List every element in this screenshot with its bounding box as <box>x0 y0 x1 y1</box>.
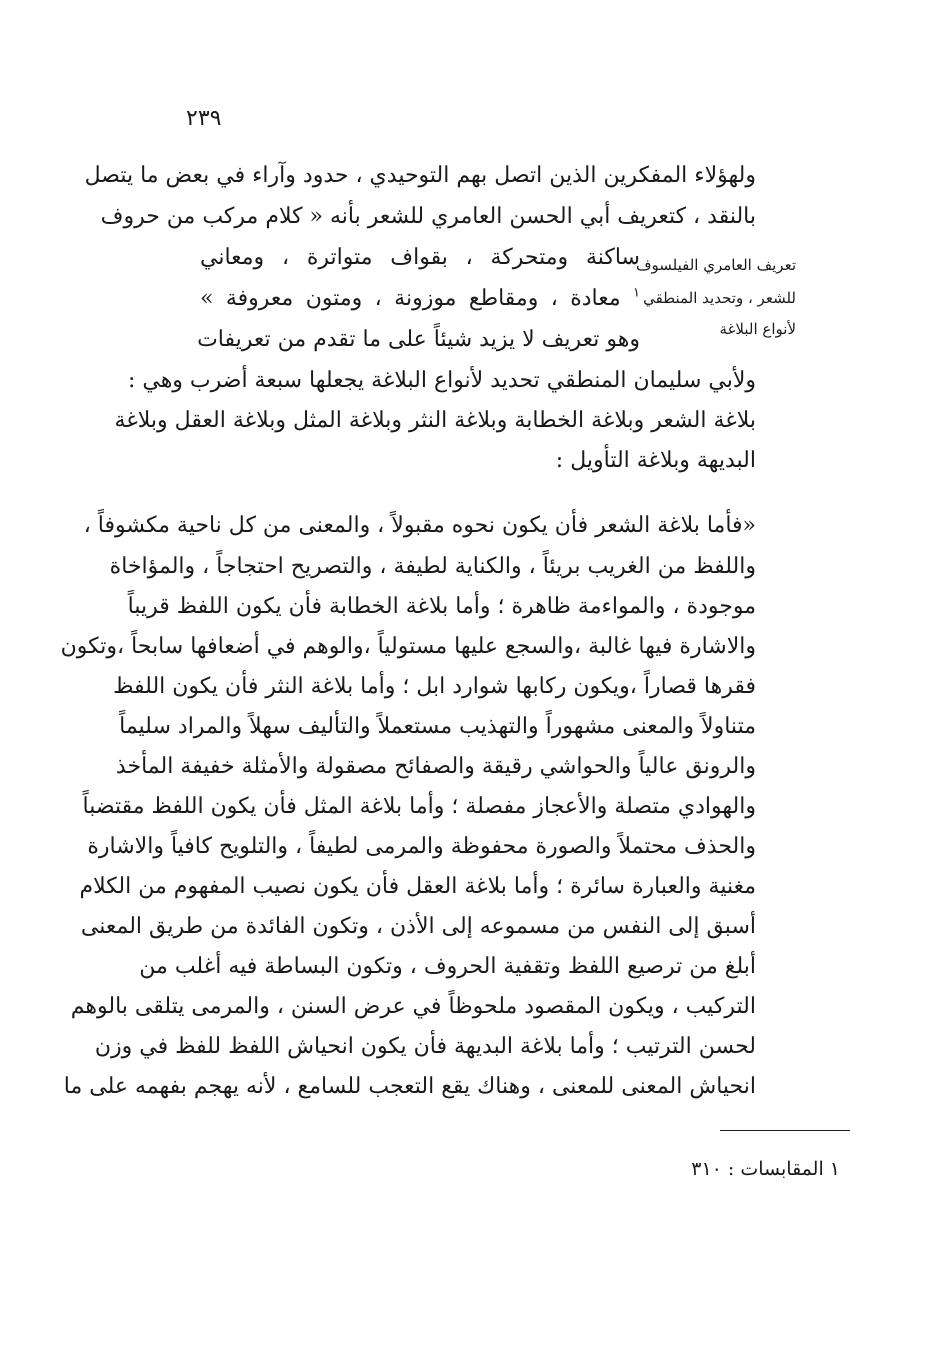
quote-line: واللفظ من الغريب بريئاً ، والكناية لطيفة ، والتصريح احتجاجاً ، والمؤاخاة <box>109 554 756 579</box>
paragraph-line: وهو تعريف لا يزيد شيئاً على ما تقدم من تعريفات <box>197 327 640 352</box>
paragraph-line: بلاغة الشعر وبلاغة الخطابة وبلاغة النثر وبلاغة المثل وبلاغة العقل وبلاغة <box>114 408 756 433</box>
quote-line: مغنية والعبارة سائرة ؛ وأما بلاغة العقل فأن يكون نصيب المفهوم من الكلام <box>79 874 756 899</box>
margin-note-line: للشعر ، وتحديد المنطقي <box>643 289 796 307</box>
quote-line: أبلغ من ترصيع اللفظ وتقفية الحروف ، وتكون البساطة فيه أغلب من <box>139 954 756 979</box>
paragraph-line <box>200 279 640 319</box>
page-number: ٢٣٩ <box>186 106 222 131</box>
quote-line: والهوادي متصلة والأعجاز مفصلة ؛ وأما بلاغة المثل فأن يكون اللفظ مقتضباً <box>82 794 756 819</box>
quote-line: لحسن الترتيب ؛ وأما بلاغة البديهة فأن يكون انحياش اللفظ للفظ في وزن <box>94 1034 756 1059</box>
paragraph-line: بالنقد ، كتعريف أبي الحسن العامري للشعر بأنه « كلام مركب من حروف <box>100 204 756 229</box>
quote-line: فقرها قصاراً ،ويكون ركابها شوارد ابل ؛ وأما بلاغة النثر فأن يكون اللفظ <box>113 674 756 699</box>
footnote: ١ المقابسات : ٣١٠ <box>691 1158 840 1180</box>
paragraph-line: ساكنة ومتحركة ، بقواف متواترة ، ومعاني <box>200 245 640 270</box>
paragraph-line: ولهؤلاء المفكرين الذين اتصل بهم التوحيدي ، حدود وآراء في بعض ما يتصل <box>84 163 756 188</box>
quote-line: انحياش المعنى للمعنى ، وهناك يقع التعجب للسامع ، لأنه يهجم بفهمه على ما <box>63 1074 756 1099</box>
margin-note-line: لأنواع البلاغة <box>719 320 796 338</box>
quote-line: أسبق إلى النفس من مسموعه إلى الأذن ، وتكون الفائدة من طريق المعنى <box>80 914 756 939</box>
quote-line: «فأما بلاغة الشعر فأن يكون نحوه مقبولاً ، والمعنى من كل ناحية مكشوفاً ، <box>83 513 756 538</box>
quote-line: التركيب ، ويكون المقصود ملحوظاً في عرض السنن ، والمرمى يتلقى بالوهم <box>70 994 756 1019</box>
quote-line: موجودة ، والمواءمة ظاهرة ؛ وأما بلاغة الخطابة فأن يكون اللفظ قريباً <box>127 594 756 619</box>
paragraph-line-text: معادة ، ومقاطع موزونة ، ومتون معروفة » <box>200 286 621 311</box>
paragraph-line: ولأبي سليمان المنطقي تحديد لأنواع البلاغة يجعلها سبعة أضرب وهي : <box>127 368 756 393</box>
quote-line: والرونق عالياً والحواشي رقيقة والصفائح مصقولة والأمثلة خفيفة المأخذ <box>115 754 756 779</box>
quote-line: والحذف محتملاً والصورة محفوظة والمرمى لطيفاً ، والتلويح كافياً والاشارة <box>87 834 756 859</box>
margin-note-line: تعريف العامري الفيلسوف <box>635 256 796 274</box>
quote-line: متناولاً والمعنى مشهوراً والتهذيب مستعملاً والتأليف سهلاً والمراد سليماً <box>119 714 756 739</box>
footnote-rule <box>720 1130 850 1131</box>
footnote-reference: ١ <box>633 285 640 301</box>
paragraph-line: البديهة وبلاغة التأويل : <box>555 448 756 473</box>
quote-line: والاشارة فيها غالبة ،والسجع عليها مستولياً ،والوهم في أضعافها سابحاً ،وتكون <box>60 634 756 659</box>
